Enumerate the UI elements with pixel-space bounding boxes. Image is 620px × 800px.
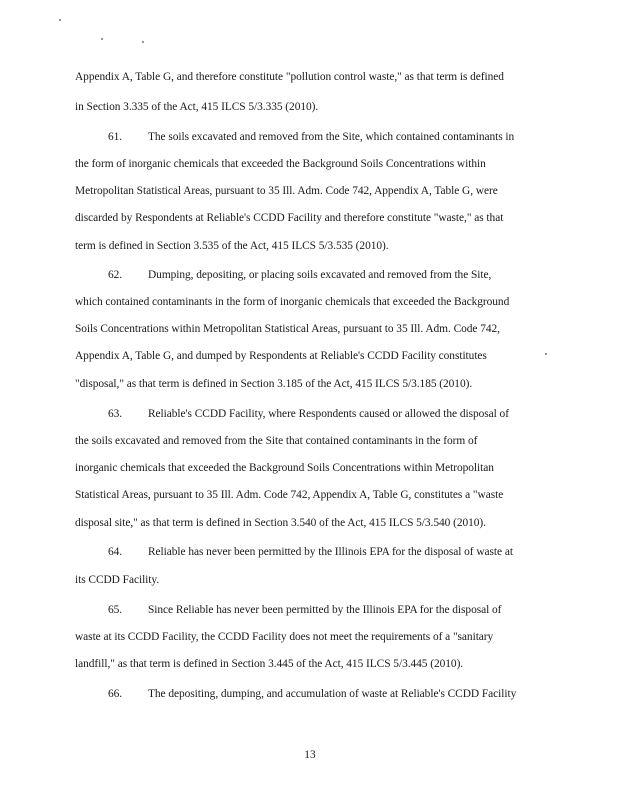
paragraph-number: 61. <box>108 131 123 143</box>
text-line: discarded by Respondents at Reliable's CCDD Facility and therefore constitute "waste," as that <box>75 212 504 224</box>
paragraph-number: 64. <box>108 546 123 558</box>
text-line: which contained contaminants in the form of inorganic chemicals that exceeded the Background <box>75 296 510 308</box>
text-line: in Section 3.335 of the Act, 415 ILCS 5/3.335 (2010). <box>75 101 319 113</box>
text-line: Metropolitan Statistical Areas, pursuant to 35 Ill. Adm. Code 742, Appendix A, Table G, were <box>75 185 498 197</box>
paragraph-number: 62. <box>108 269 123 281</box>
text-line: Statistical Areas, pursuant to 35 Ill. Adm. Code 742, Appendix A, Table G, constitutes a "waste <box>75 489 504 501</box>
scan-speck <box>59 19 61 21</box>
paragraph-65-first-line <box>108 604 501 616</box>
text-line: inorganic chemicals that exceeded the Background Soils Concentrations within Metropolitan <box>75 462 494 474</box>
paragraph-66-first-line <box>108 688 516 700</box>
text-line: the soils excavated and removed from the Site that contained contaminants in the form of <box>75 435 478 447</box>
text-line: the form of inorganic chemicals that exceeded the Background Soils Concentrations within <box>75 158 486 170</box>
paragraph-61-first-line <box>108 131 514 143</box>
paragraph-63-first-line <box>108 408 509 420</box>
text-line: Appendix A, Table G, and therefore constitute "pollution control waste," as that term is defined <box>75 71 504 83</box>
scan-speck <box>545 353 547 355</box>
paragraph-number: 65. <box>108 604 123 616</box>
text-line: Appendix A, Table G, and dumped by Respondents at Reliable's CCDD Facility constitutes <box>75 350 487 362</box>
text-line: Soils Concentrations within Metropolitan Statistical Areas, pursuant to 35 Ill. Adm. Code 742, <box>75 323 500 335</box>
text-line: Reliable's CCDD Facility, where Respondents caused or allowed the disposal of <box>148 408 509 420</box>
text-line: waste at its CCDD Facility, the CCDD Facility does not meet the requirements of a "sanitary <box>75 631 494 643</box>
paragraph-62-first-line <box>108 269 491 281</box>
scan-speck <box>142 41 144 43</box>
paragraph-number: 63. <box>108 408 123 420</box>
text-line: disposal site," as that term is defined in Section 3.540 of the Act, 415 ILCS 5/3.540 (2010). <box>75 517 486 529</box>
text-line: Since Reliable has never been permitted by the Illinois EPA for the disposal of <box>148 604 502 616</box>
text-line: its CCDD Facility. <box>75 574 160 586</box>
text-line: The depositing, dumping, and accumulation of waste at Reliable's CCDD Facility <box>148 688 517 700</box>
text-line: Dumping, depositing, or placing soils excavated and removed from the Site, <box>148 269 492 281</box>
text-line: landfill," as that term is defined in Section 3.445 of the Act, 415 ILCS 5/3.445 (2010). <box>75 658 464 670</box>
page-number: 13 <box>304 749 316 761</box>
text-line: The soils excavated and removed from the Site, which contained contaminants in <box>148 131 515 143</box>
text-line: term is defined in Section 3.535 of the Act, 415 ILCS 5/3.535 (2010). <box>75 240 389 252</box>
scan-speck <box>101 38 103 40</box>
paragraph-number: 66. <box>108 688 123 700</box>
text-line: "disposal," as that term is defined in Section 3.185 of the Act, 415 ILCS 5/3.185 (2010). <box>75 378 473 390</box>
paragraph-64-first-line <box>108 546 513 558</box>
text-line: Reliable has never been permitted by the Illinois EPA for the disposal of waste at <box>148 546 513 558</box>
